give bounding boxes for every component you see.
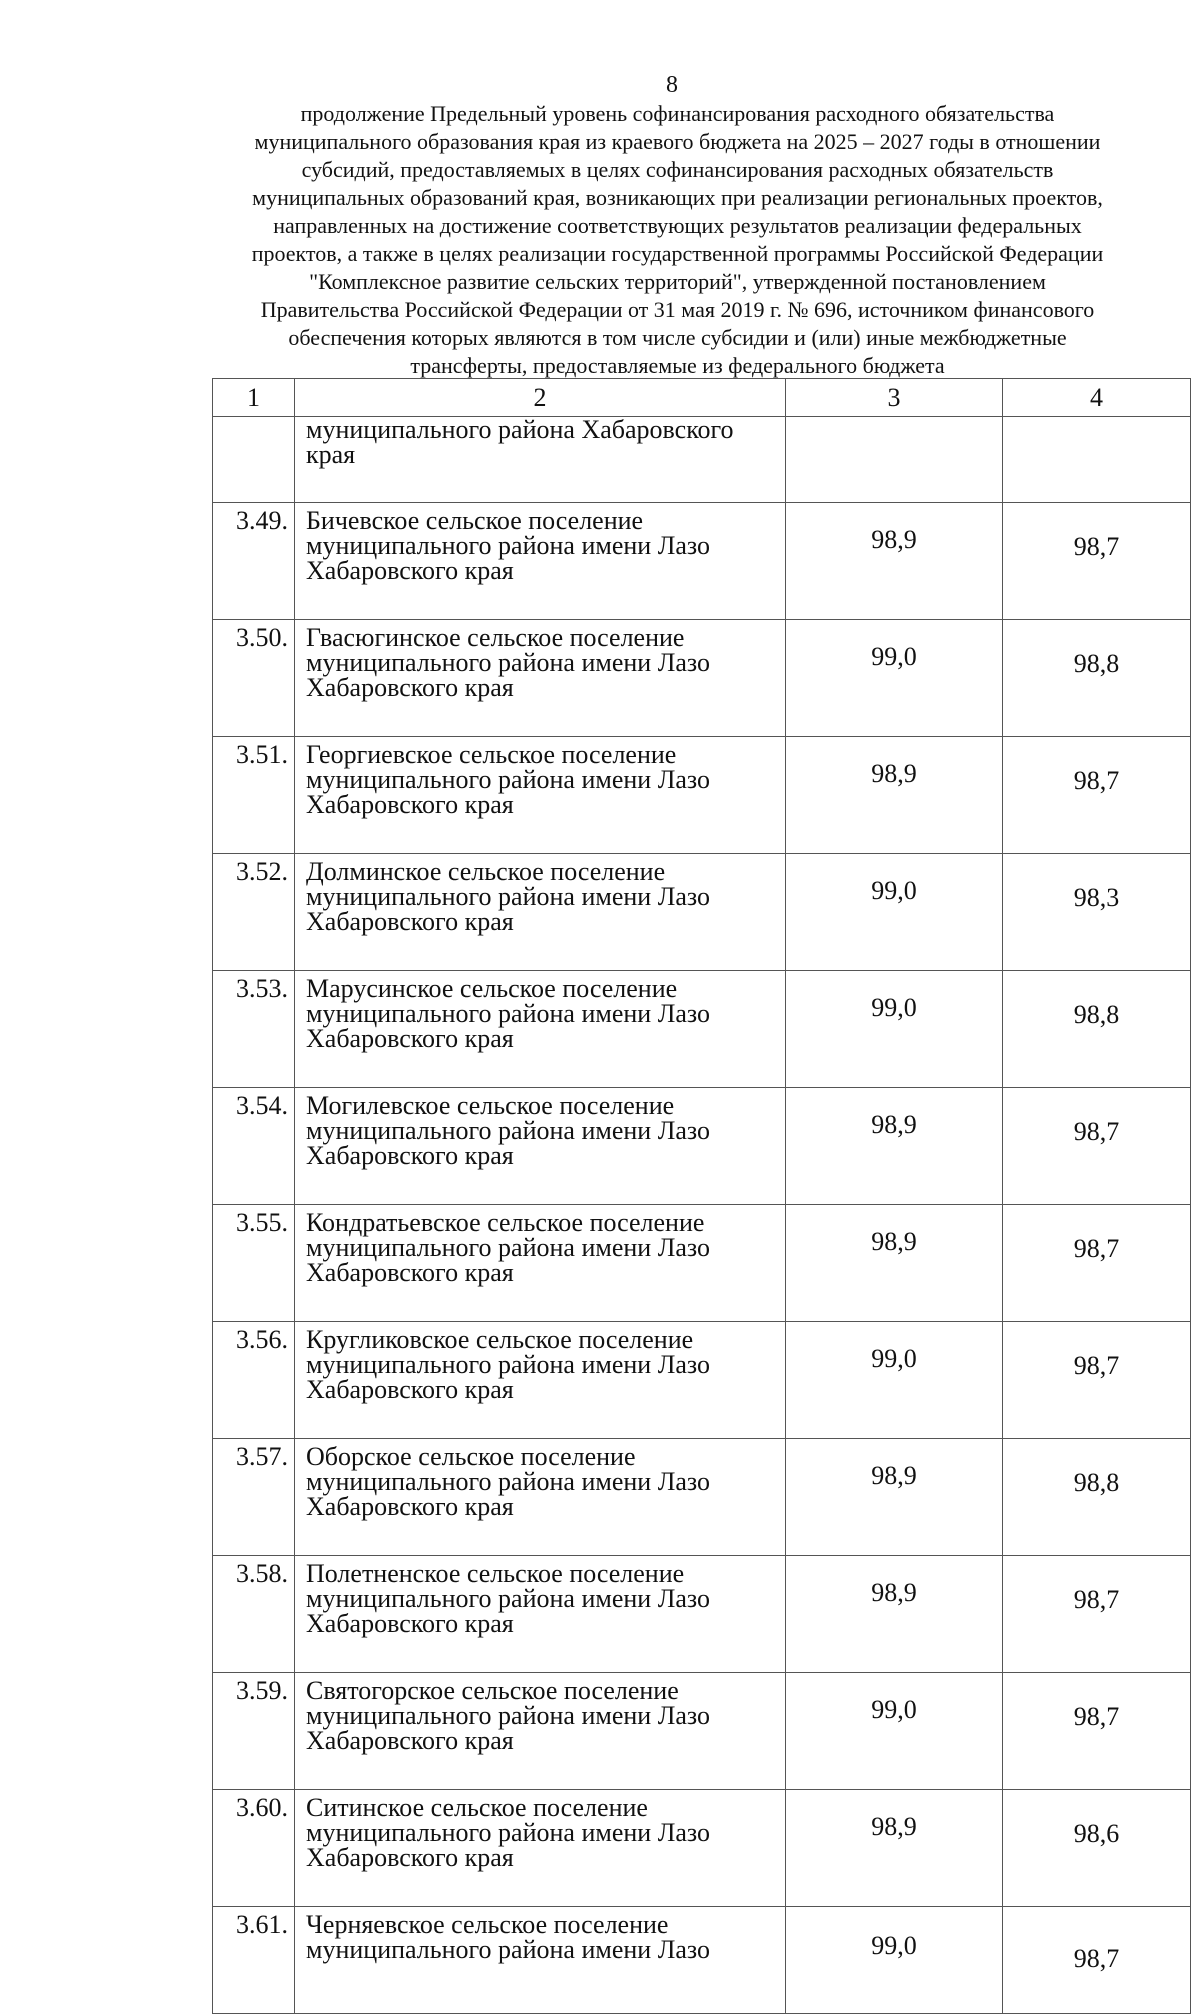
row-number-cell: 3.57.	[213, 1439, 295, 1556]
municipality-name-cell	[295, 1439, 786, 1556]
name-line: муниципального района имени Лазо	[306, 648, 710, 677]
header-cell-col-1: 1	[213, 379, 295, 417]
name-line: Кондратьевское сельское поселение	[306, 1208, 705, 1237]
name-line: Хабаровского края	[306, 1492, 514, 1521]
header-cell-col-4: 4	[1003, 379, 1191, 417]
name-line: муниципального района имени Лазо	[306, 765, 710, 794]
col-3-value-cell: 98,9	[786, 1088, 1003, 1205]
row-number-cell	[213, 417, 295, 503]
table-row	[213, 1439, 1191, 1556]
caption-line: продолжение Предельный уровень софинансирования расходного обязательства	[300, 101, 1055, 126]
col-4-value-cell: 98,7	[1003, 1556, 1191, 1673]
name-line: муниципального района имени Лазо	[306, 1233, 710, 1262]
caption-line: муниципальных образований края, возникающих при реализации региональных проектов,	[252, 185, 1103, 210]
col-4-value-cell	[1003, 417, 1191, 503]
row-number-cell: 3.56.	[213, 1322, 295, 1439]
name-line: муниципального района имени Лазо	[306, 1584, 710, 1613]
table-body	[213, 379, 1191, 2014]
name-line: Гвасюгинское сельское поселение	[306, 623, 685, 652]
table-row	[213, 620, 1191, 737]
table-row	[213, 1205, 1191, 1322]
name-line: Хабаровского края	[306, 907, 514, 936]
name-line: муниципального района имени Лазо	[306, 999, 710, 1028]
municipality-name-cell	[295, 854, 786, 971]
row-number-cell: 3.61.	[213, 1907, 295, 2014]
row-number-cell: 3.58.	[213, 1556, 295, 1673]
caption-line: муниципального образования края из краевого бюджета на 2025 – 2027 годы в отношении	[254, 129, 1101, 154]
municipality-name-cell	[295, 1907, 786, 2014]
col-4-value-cell: 98,7	[1003, 737, 1191, 854]
name-line: Хабаровского края	[306, 790, 514, 819]
col-4-value-cell: 98,8	[1003, 1439, 1191, 1556]
name-line: Бичевское сельское поселение	[306, 506, 644, 535]
table-row	[213, 1322, 1191, 1439]
cofinancing-table	[212, 378, 1191, 2014]
col-4-value-cell: 98,7	[1003, 1322, 1191, 1439]
name-line: Долминское сельское поселение	[306, 857, 666, 886]
name-line: муниципального района имени Лазо	[306, 1116, 710, 1145]
table-row	[213, 503, 1191, 620]
col-3-value-cell: 98,9	[786, 503, 1003, 620]
row-number-cell: 3.60.	[213, 1790, 295, 1907]
col-4-value-cell: 98,7	[1003, 503, 1191, 620]
col-4-value-cell: 98,3	[1003, 854, 1191, 971]
name-line: Хабаровского края	[306, 1726, 514, 1755]
col-4-value-cell: 98,6	[1003, 1790, 1191, 1907]
table-row	[213, 971, 1191, 1088]
name-line: Хабаровского края	[306, 1375, 514, 1404]
name-line: муниципального района имени Лазо	[306, 882, 710, 911]
header-cell-col-3: 3	[786, 379, 1003, 417]
name-line: муниципального района имени Лазо	[306, 531, 710, 560]
name-line: Ситинское сельское поселение	[306, 1793, 648, 1822]
name-line: Хабаровского края	[306, 1024, 514, 1053]
col-3-value-cell: 99,0	[786, 1673, 1003, 1790]
caption-line: обеспечения которых являются в том числе субсидии и (или) иные межбюджетные	[288, 325, 1067, 350]
municipality-name-cell	[295, 1205, 786, 1322]
name-line: Полетненское сельское поселение	[306, 1559, 685, 1588]
table-header-row	[213, 379, 1191, 417]
municipality-name-cell	[295, 1790, 786, 1907]
row-number-cell: 3.52.	[213, 854, 295, 971]
col-3-value-cell: 98,9	[786, 1439, 1003, 1556]
municipality-name-cell	[295, 1556, 786, 1673]
municipality-name-cell	[295, 1088, 786, 1205]
table-row-continuation	[213, 417, 1191, 503]
municipality-name-cell	[295, 1673, 786, 1790]
col-4-value-cell: 98,7	[1003, 1205, 1191, 1322]
name-line: муниципального района имени Лазо	[306, 1350, 710, 1379]
table-row	[213, 1088, 1191, 1205]
row-number-cell: 3.51.	[213, 737, 295, 854]
name-line: Хабаровского края	[306, 556, 514, 585]
name-line: Оборское сельское поселение	[306, 1442, 636, 1471]
name-line: Хабаровского края	[306, 1609, 514, 1638]
name-line: Георгиевское сельское поселение	[306, 740, 677, 769]
header-cell-col-2: 2	[295, 379, 786, 417]
row-number-cell: 3.54.	[213, 1088, 295, 1205]
col-4-value-cell: 98,7	[1003, 1088, 1191, 1205]
caption-line: трансферты, предоставляемые из федерального бюджета	[410, 353, 945, 378]
name-line: Святогорское сельское поселение	[306, 1676, 679, 1705]
name-line: муниципального района Хабаровского	[306, 415, 734, 444]
municipality-name-cell	[295, 417, 786, 503]
col-3-value-cell: 98,9	[786, 1205, 1003, 1322]
table-row	[213, 737, 1191, 854]
row-number-cell: 3.59.	[213, 1673, 295, 1790]
col-3-value-cell: 99,0	[786, 971, 1003, 1088]
municipality-name-cell	[295, 620, 786, 737]
col-3-value-cell: 98,9	[786, 1790, 1003, 1907]
name-line: муниципального района имени Лазо	[306, 1818, 710, 1847]
name-line: муниципального района имени Лазо	[306, 1935, 710, 1964]
table-row	[213, 854, 1191, 971]
col-3-value-cell: 98,9	[786, 1556, 1003, 1673]
name-line: Хабаровского края	[306, 1141, 514, 1170]
name-line: Кругликовское сельское поселение	[306, 1325, 694, 1354]
name-line: края	[306, 440, 356, 469]
table-row	[213, 1556, 1191, 1673]
caption-line: направленных на достижение соответствующих результатов реализации федеральных	[273, 213, 1082, 238]
name-line: Хабаровского края	[306, 1843, 514, 1872]
row-number-cell: 3.49.	[213, 503, 295, 620]
col-4-value-cell: 98,8	[1003, 620, 1191, 737]
caption-line: субсидий, предоставляемых в целях софинансирования расходных обязательств	[301, 157, 1054, 182]
table-row	[213, 1673, 1191, 1790]
municipality-name-cell	[295, 503, 786, 620]
municipality-name-cell	[295, 737, 786, 854]
col-3-value-cell: 99,0	[786, 854, 1003, 971]
row-number-cell: 3.55.	[213, 1205, 295, 1322]
name-line: Хабаровского края	[306, 673, 514, 702]
col-3-value-cell: 99,0	[786, 620, 1003, 737]
col-3-value-cell: 98,9	[786, 737, 1003, 854]
caption-line: Правительства Российской Федерации от 31 мая 2019 г. № 696, источником финансового	[260, 297, 1095, 322]
name-line: муниципального района имени Лазо	[306, 1467, 710, 1496]
name-line: муниципального района имени Лазо	[306, 1701, 710, 1730]
col-4-value-cell: 98,7	[1003, 1673, 1191, 1790]
name-line: Черняевское сельское поселение	[306, 1910, 669, 1939]
table-caption	[195, 100, 1160, 380]
caption-line: "Комплексное развитие сельских территорий", утвержденной постановлением	[309, 269, 1046, 294]
col-3-value-cell: 99,0	[786, 1907, 1003, 2014]
col-3-value-cell: 99,0	[786, 1322, 1003, 1439]
col-4-value-cell: 98,8	[1003, 971, 1191, 1088]
municipality-name-cell	[295, 1322, 786, 1439]
municipality-name-cell	[295, 971, 786, 1088]
name-line: Хабаровского края	[306, 1258, 514, 1287]
row-number-cell: 3.53.	[213, 971, 295, 1088]
name-line: Могилевское сельское поселение	[306, 1091, 675, 1120]
row-number-cell: 3.50.	[213, 620, 295, 737]
table-row	[213, 1790, 1191, 1907]
table-row	[213, 1907, 1191, 2014]
col-4-value-cell: 98,7	[1003, 1907, 1191, 2014]
name-line: Марусинское сельское поселение	[306, 974, 678, 1003]
col-3-value-cell	[786, 417, 1003, 503]
page-number: 8	[666, 72, 678, 98]
caption-line: проектов, а также в целях реализации государственной программы Российской Федерации	[251, 241, 1104, 266]
